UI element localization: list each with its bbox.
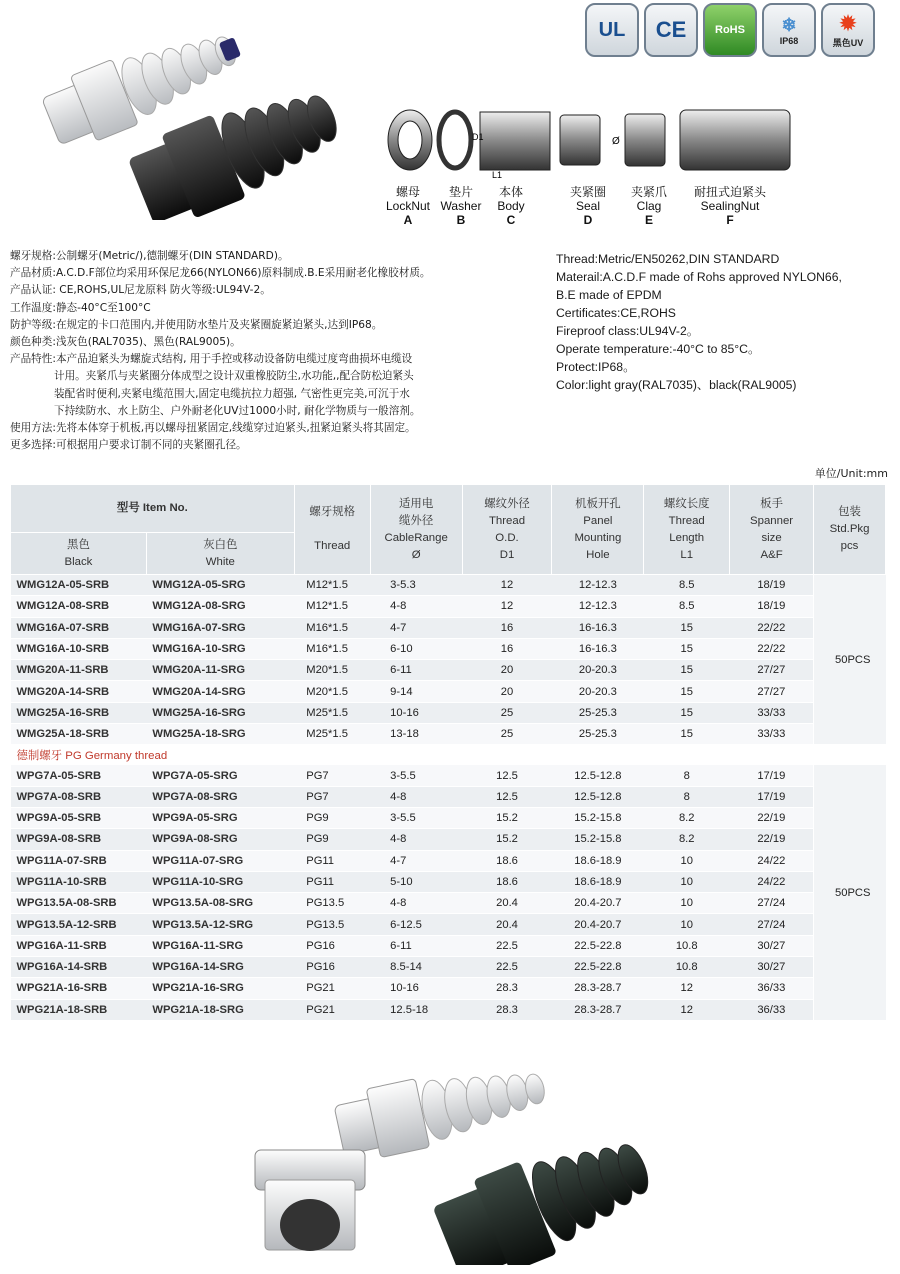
panel-hole: 16-16.3 (552, 617, 644, 638)
white-model: WPG13.5A-08-SRG (146, 893, 294, 914)
table-row (11, 596, 886, 617)
table-row (11, 681, 886, 702)
panel-hole: 20.4-20.7 (552, 893, 644, 914)
thread-od: 28.3 (462, 999, 552, 1020)
thread-od: 18.6 (462, 850, 552, 871)
black-model: WMG12A-08-SRB (11, 596, 147, 617)
header-thread: 螺牙规格 Thread (294, 485, 370, 575)
cable-range: 6-10 (370, 638, 462, 659)
table-row (11, 575, 886, 596)
thread-length: 10 (644, 871, 730, 892)
panel-hole: 18.6-18.9 (552, 850, 644, 871)
spanner-size: 30/27 (730, 935, 814, 956)
spanner-size: 27/27 (730, 681, 814, 702)
thread: PG21 (294, 999, 370, 1020)
thread: PG13.5 (294, 893, 370, 914)
thread-length: 8.2 (644, 829, 730, 850)
cable-range: 4-7 (370, 617, 462, 638)
thread-od: 15.2 (462, 807, 552, 828)
thread-od: 22.5 (462, 957, 552, 978)
thread-od: 16 (462, 638, 552, 659)
svg-text:L1: L1 (492, 170, 503, 180)
panel-hole: 20.4-20.7 (552, 914, 644, 935)
black-model: WPG11A-10-SRB (11, 871, 147, 892)
thread: M12*1.5 (294, 575, 370, 596)
white-model: WPG9A-05-SRG (146, 807, 294, 828)
header-cable-range: 适用电 缆外径 CableRange Ø (370, 485, 462, 575)
part-locknut: 螺母 LockNut A (385, 185, 431, 227)
thread: PG9 (294, 807, 370, 828)
ul-icon: UL (585, 3, 639, 57)
exploded-parts-diagram (380, 100, 800, 185)
thread-length: 8 (644, 765, 730, 786)
header-thread-length: 螺纹长度 Thread Length L1 (644, 485, 730, 575)
header-white: 灰白色 White (146, 533, 294, 575)
table-row (11, 765, 886, 786)
svg-text:D1: D1 (472, 132, 484, 142)
cable-range: 4-8 (370, 596, 462, 617)
white-model: WPG11A-10-SRG (146, 871, 294, 892)
thread: PG7 (294, 786, 370, 807)
white-model: WPG7A-05-SRG (146, 765, 294, 786)
thread: PG9 (294, 829, 370, 850)
black-model: WPG7A-08-SRB (11, 786, 147, 807)
thread: M12*1.5 (294, 596, 370, 617)
thread-length: 10 (644, 893, 730, 914)
spanner-size: 22/22 (730, 638, 814, 659)
panel-hole: 12-12.3 (552, 596, 644, 617)
black-model: WMG20A-14-SRB (11, 681, 147, 702)
svg-text:Ø: Ø (612, 136, 620, 147)
product-photo-bottom (235, 1040, 675, 1265)
white-model: WPG16A-11-SRG (146, 935, 294, 956)
panel-hole: 28.3-28.7 (552, 978, 644, 999)
white-model: WPG21A-16-SRG (146, 978, 294, 999)
cable-range: 3-5.3 (370, 575, 462, 596)
spanner-size: 22/19 (730, 829, 814, 850)
pkg-cell: 50PCS (814, 575, 886, 745)
table-row (11, 786, 886, 807)
black-model: WPG13.5A-08-SRB (11, 893, 147, 914)
thread: M16*1.5 (294, 638, 370, 659)
thread-length: 15 (644, 681, 730, 702)
thread-length: 10 (644, 850, 730, 871)
white-model: WMG16A-07-SRG (146, 617, 294, 638)
spanner-size: 24/22 (730, 850, 814, 871)
cable-range: 10-16 (370, 978, 462, 999)
panel-hole: 25-25.3 (552, 724, 644, 745)
thread-od: 25 (462, 702, 552, 723)
panel-hole: 18.6-18.9 (552, 871, 644, 892)
panel-hole: 12-12.3 (552, 575, 644, 596)
spanner-size: 22/19 (730, 807, 814, 828)
thread: PG7 (294, 765, 370, 786)
white-model: WMG20A-14-SRG (146, 681, 294, 702)
thread-od: 12 (462, 596, 552, 617)
black-model: WPG13.5A-12-SRB (11, 914, 147, 935)
table-row (11, 999, 886, 1020)
ce-icon: CE (644, 3, 698, 57)
header-pkg: 包装 Std.Pkg pcs (814, 485, 886, 575)
thread-length: 15 (644, 702, 730, 723)
cable-range: 5-10 (370, 871, 462, 892)
black-model: WMG25A-18-SRB (11, 724, 147, 745)
thread: PG16 (294, 935, 370, 956)
thread-length: 10.8 (644, 935, 730, 956)
uv-icon: ✹ 黑色UV (821, 3, 875, 57)
cable-range: 4-8 (370, 829, 462, 850)
thread-length: 15 (644, 638, 730, 659)
thread-od: 15.2 (462, 829, 552, 850)
spec-table (10, 484, 886, 1021)
thread-length: 12 (644, 999, 730, 1020)
thread: M25*1.5 (294, 724, 370, 745)
product-photo-top (20, 5, 360, 220)
thread: M20*1.5 (294, 660, 370, 681)
thread: M20*1.5 (294, 681, 370, 702)
spanner-size: 33/33 (730, 724, 814, 745)
part-clag: 夹紧爪 Clag E (630, 185, 667, 227)
black-model: WMG12A-05-SRB (11, 575, 147, 596)
spanner-size: 17/19 (730, 786, 814, 807)
white-model: WMG20A-11-SRG (146, 660, 294, 681)
table-row (11, 702, 886, 723)
thread-length: 12 (644, 978, 730, 999)
spanner-size: 27/24 (730, 893, 814, 914)
part-seal: 夹紧圈 Seal D (569, 185, 606, 227)
thread-od: 20 (462, 681, 552, 702)
white-model: WPG13.5A-12-SRG (146, 914, 294, 935)
thread-length: 15 (644, 660, 730, 681)
thread-od: 20.4 (462, 893, 552, 914)
panel-hole: 15.2-15.8 (552, 807, 644, 828)
table-row (11, 660, 886, 681)
black-model: WPG16A-11-SRB (11, 935, 147, 956)
cable-range: 10-16 (370, 702, 462, 723)
white-model: WPG21A-18-SRG (146, 999, 294, 1020)
thread-length: 8.2 (644, 807, 730, 828)
black-model: WPG11A-07-SRB (11, 850, 147, 871)
black-model: WPG21A-18-SRB (11, 999, 147, 1020)
part-washer: 垫片 Washer B (440, 185, 482, 227)
pg-section-row (11, 745, 886, 765)
spanner-size: 18/19 (730, 575, 814, 596)
header-thread-od: 螺纹外径 Thread O.D. D1 (462, 485, 552, 575)
panel-hole: 22.5-22.8 (552, 935, 644, 956)
spanner-size: 36/33 (730, 999, 814, 1020)
white-model: WPG7A-08-SRG (146, 786, 294, 807)
header-black: 黑色 Black (11, 533, 147, 575)
panel-hole: 15.2-15.8 (552, 829, 644, 850)
spanner-size: 18/19 (730, 596, 814, 617)
cable-range: 4-8 (370, 893, 462, 914)
panel-hole: 22.5-22.8 (552, 957, 644, 978)
thread-od: 20 (462, 660, 552, 681)
thread: PG21 (294, 978, 370, 999)
table-row (11, 914, 886, 935)
header-spanner: 板手 Spanner size A&F (730, 485, 814, 575)
pkg-cell: 50PCS (814, 765, 886, 1021)
cable-range: 3-5.5 (370, 765, 462, 786)
thread-od: 18.6 (462, 871, 552, 892)
thread-od: 22.5 (462, 935, 552, 956)
thread-length: 15 (644, 724, 730, 745)
thread-od: 20.4 (462, 914, 552, 935)
thread-length: 8 (644, 786, 730, 807)
table-row (11, 850, 886, 871)
table-row (11, 871, 886, 892)
white-model: WPG9A-08-SRG (146, 829, 294, 850)
panel-hole: 20-20.3 (552, 660, 644, 681)
panel-hole: 28.3-28.7 (552, 999, 644, 1020)
white-model: WMG25A-16-SRG (146, 702, 294, 723)
rohs-icon: RoHS (703, 3, 757, 57)
spanner-size: 33/33 (730, 702, 814, 723)
table-row (11, 638, 886, 659)
chinese-spec: 螺牙规格:公制螺牙(Metric/),德制螺牙(DIN STANDARD)。 产品材质:A.C.D.F部位均采用环保尼龙66(NYLON66)原料制成.B.E采用耐老化橡胶材质。 产品认证: CE,ROHS,UL尼龙原料 防火等级:UL94V-2。 工作温度:静态-40°C至100°C 防护等级:在规定的卡口范围内,并使用防水垫片及夹紧圈旋紧迫紧头,达到IP68。 颜色种类:浅灰色(RAL7035)、黑色(RAL9005)。 产品特性:本产品迫紧头为螺旋式结构, 用于手控或移动设备防电缆过度弯曲损坏电缆设 计用。夹紧爪与夹紧圈分体成型之设计双重橡胶防尘,水功能,,配合防松迫紧头 装配省时便利,夹紧电缆范围大,固定电缆抗拉力超强, 气密性更完美,可沉于水 下持续防水、水上防尘、户外耐老化UV过1000小时, 耐化学物质与一般溶剂。 使用方法:先将本体穿于机板,再以螺母扭紧固定,线缆穿过迫紧头,扭紧迫紧头将其固定。 更多选择:可根据用户要求订制不同的夹紧圈孔径。 (10, 250, 431, 452)
cable-range: 9-14 (370, 681, 462, 702)
pg-section-label: 德制螺牙 PG Germany thread (11, 745, 886, 765)
cable-range: 6-12.5 (370, 914, 462, 935)
thread-od: 28.3 (462, 978, 552, 999)
white-model: WMG12A-08-SRG (146, 596, 294, 617)
table-row (11, 807, 886, 828)
table-row (11, 957, 886, 978)
panel-hole: 16-16.3 (552, 638, 644, 659)
spanner-size: 17/19 (730, 765, 814, 786)
black-model: WPG7A-05-SRB (11, 765, 147, 786)
thread: M16*1.5 (294, 617, 370, 638)
black-model: WPG9A-08-SRB (11, 829, 147, 850)
panel-hole: 12.5-12.8 (552, 786, 644, 807)
thread-length: 10 (644, 914, 730, 935)
table-row (11, 893, 886, 914)
cable-range: 13-18 (370, 724, 462, 745)
thread: PG11 (294, 850, 370, 871)
thread: PG11 (294, 871, 370, 892)
english-spec: Thread:Metric/EN50262,DIN STANDARD Materail:A.C.D.F made of Rohs approved NYLON66, B.E made of EPDM Certificates:CE,ROHS Fireproof class:UL94V-2。 Operate temperature:-40°C to 85°C。 Protect:IP68。 Color:light gray(RAL7035)、black(RAL9005) (556, 252, 842, 392)
part-sealingnut: 耐扭式迫紧头 SealingNut F (693, 185, 766, 227)
black-model: WPG21A-16-SRB (11, 978, 147, 999)
table-row (11, 978, 886, 999)
thread: M25*1.5 (294, 702, 370, 723)
white-model: WMG16A-10-SRG (146, 638, 294, 659)
thread-length: 8.5 (644, 596, 730, 617)
cable-range: 6-11 (370, 660, 462, 681)
thread-od: 25 (462, 724, 552, 745)
black-model: WMG16A-07-SRB (11, 617, 147, 638)
white-model: WMG25A-18-SRG (146, 724, 294, 745)
black-model: WMG20A-11-SRB (11, 660, 147, 681)
cable-range: 3-5.5 (370, 807, 462, 828)
table-row (11, 724, 886, 745)
thread-length: 8.5 (644, 575, 730, 596)
thread-od: 12.5 (462, 765, 552, 786)
black-model: WMG25A-16-SRB (11, 702, 147, 723)
table-row (11, 617, 886, 638)
cable-range: 12.5-18 (370, 999, 462, 1020)
black-model: WMG16A-10-SRB (11, 638, 147, 659)
thread-od: 12.5 (462, 786, 552, 807)
thread: PG16 (294, 957, 370, 978)
white-model: WPG11A-07-SRG (146, 850, 294, 871)
panel-hole: 12.5-12.8 (552, 765, 644, 786)
white-model: WMG12A-05-SRG (146, 575, 294, 596)
cable-range: 6-11 (370, 935, 462, 956)
white-model: WPG16A-14-SRG (146, 957, 294, 978)
panel-hole: 25-25.3 (552, 702, 644, 723)
cable-range: 8.5-14 (370, 957, 462, 978)
spanner-size: 27/27 (730, 660, 814, 681)
table-row (11, 935, 886, 956)
spanner-size: 27/24 (730, 914, 814, 935)
thread-length: 15 (644, 617, 730, 638)
thread-od: 12 (462, 575, 552, 596)
thread-od: 16 (462, 617, 552, 638)
ip68-icon: ❄ IP68 (762, 3, 816, 57)
header-panel-hole: 机板开孔 Panel Mounting Hole (552, 485, 644, 575)
thread: PG13.5 (294, 914, 370, 935)
panel-hole: 20-20.3 (552, 681, 644, 702)
black-model: WPG9A-05-SRB (11, 807, 147, 828)
unit-label: 单位/Unit:mm (814, 467, 888, 480)
black-model: WPG16A-14-SRB (11, 957, 147, 978)
spanner-size: 22/22 (730, 617, 814, 638)
thread-length: 10.8 (644, 957, 730, 978)
spanner-size: 36/33 (730, 978, 814, 999)
spanner-size: 24/22 (730, 871, 814, 892)
spanner-size: 30/27 (730, 957, 814, 978)
table-row (11, 829, 886, 850)
cable-range: 4-7 (370, 850, 462, 871)
cable-range: 4-8 (370, 786, 462, 807)
part-body: 本体 Body C (497, 185, 525, 227)
header-item-no: 型号 Item No. (11, 485, 295, 533)
